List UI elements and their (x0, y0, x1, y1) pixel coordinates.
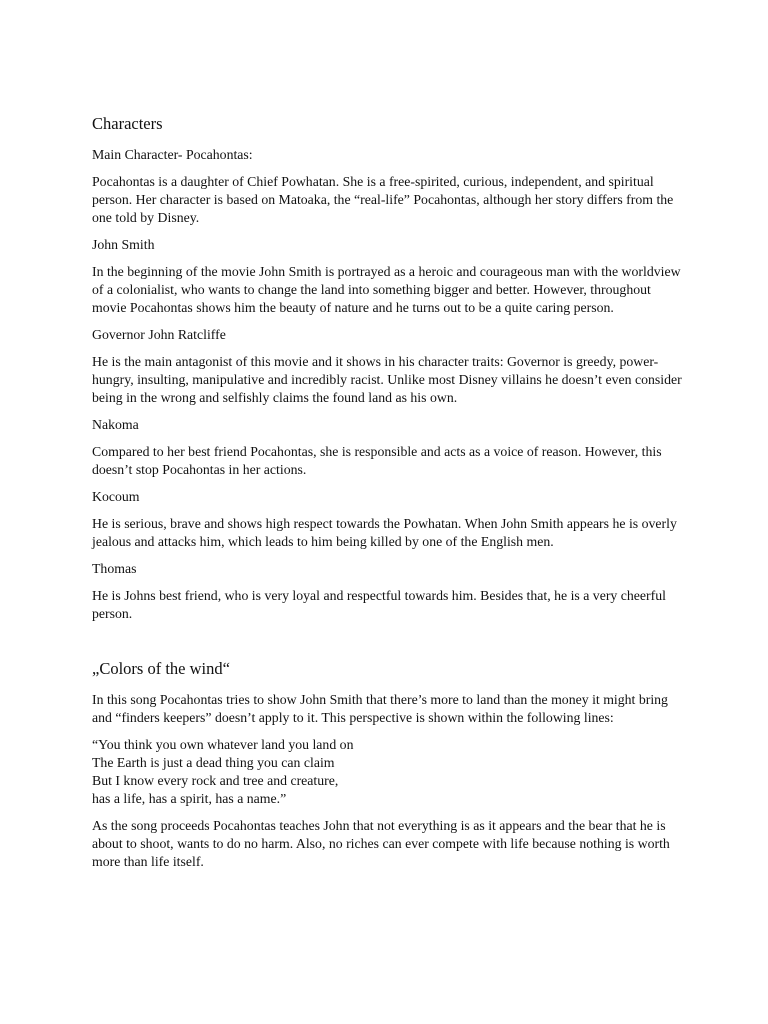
thomas-paragraph: He is Johns best friend, who is very loyal and respectful towards him. Besides that, he is a very cheerful person. (92, 588, 666, 621)
ratcliffe-label: Governor John Ratcliffe (92, 327, 226, 342)
colors-of-the-wind-heading: „Colors of the wind“ (92, 659, 230, 678)
kocoum-paragraph: He is serious, brave and shows high respect towards the Powhatan. When John Smith appears he is overly jealous and attacks him, which leads to him being killed by one of the English men. (92, 516, 677, 549)
song-closing-paragraph: As the song proceeds Pocahontas teaches John that not everything is as it appears and the bear that he is about to shoot, wants to do no harm. Also, no riches can ever compete with life because nothing is worth more than life itself. (92, 818, 670, 869)
kocoum-label: Kocoum (92, 489, 140, 504)
song-intro-paragraph: In this song Pocahontas tries to show John Smith that there’s more to land than the money it might bring and “finders keepers” doesn’t apply to it. This perspective is shown within the following lines: (92, 692, 668, 725)
quote-line: “You think you own whatever land you land on (92, 737, 354, 752)
pocahontas-paragraph: Pocahontas is a daughter of Chief Powhatan. She is a free-spirited, curious, independent, and spiritual person. Her character is based on Matoaka, the “real-life” Pocahontas, although her story differs from the one told by Disney. (92, 174, 674, 225)
song-quote (92, 736, 682, 808)
john-smith-label: John Smith (92, 237, 155, 252)
thomas-label: Thomas (92, 561, 137, 576)
quote-line: The Earth is just a dead thing you can claim (92, 755, 335, 770)
quote-line: But I know every rock and tree and creature, (92, 773, 339, 788)
john-smith-paragraph: In the beginning of the movie John Smith is portrayed as a heroic and courageous man with the worldview of a colonialist, who wants to change the land into something bigger and better. However, throughout movie Pocahontas shows him the beauty of nature and he turns out to be a quite caring person. (92, 264, 681, 315)
main-character-label: Main Character- Pocahontas: (92, 147, 253, 162)
ratcliffe-paragraph: He is the main antagonist of this movie and it shows in his character traits: Governor is greedy, power-hungry, insulting, manipulative and incredibly racist. Unlike most Disney villains he doesn’t even consider being in the wrong and selfishly claims the found land as his own. (92, 354, 682, 405)
characters-heading: Characters (92, 114, 163, 133)
nakoma-paragraph: Compared to her best friend Pocahontas, she is responsible and acts as a voice of reason. However, this doesn’t stop Pocahontas in her actions. (92, 444, 662, 477)
quote-line: has a life, has a spirit, has a name.” (92, 791, 287, 806)
nakoma-label: Nakoma (92, 417, 139, 432)
